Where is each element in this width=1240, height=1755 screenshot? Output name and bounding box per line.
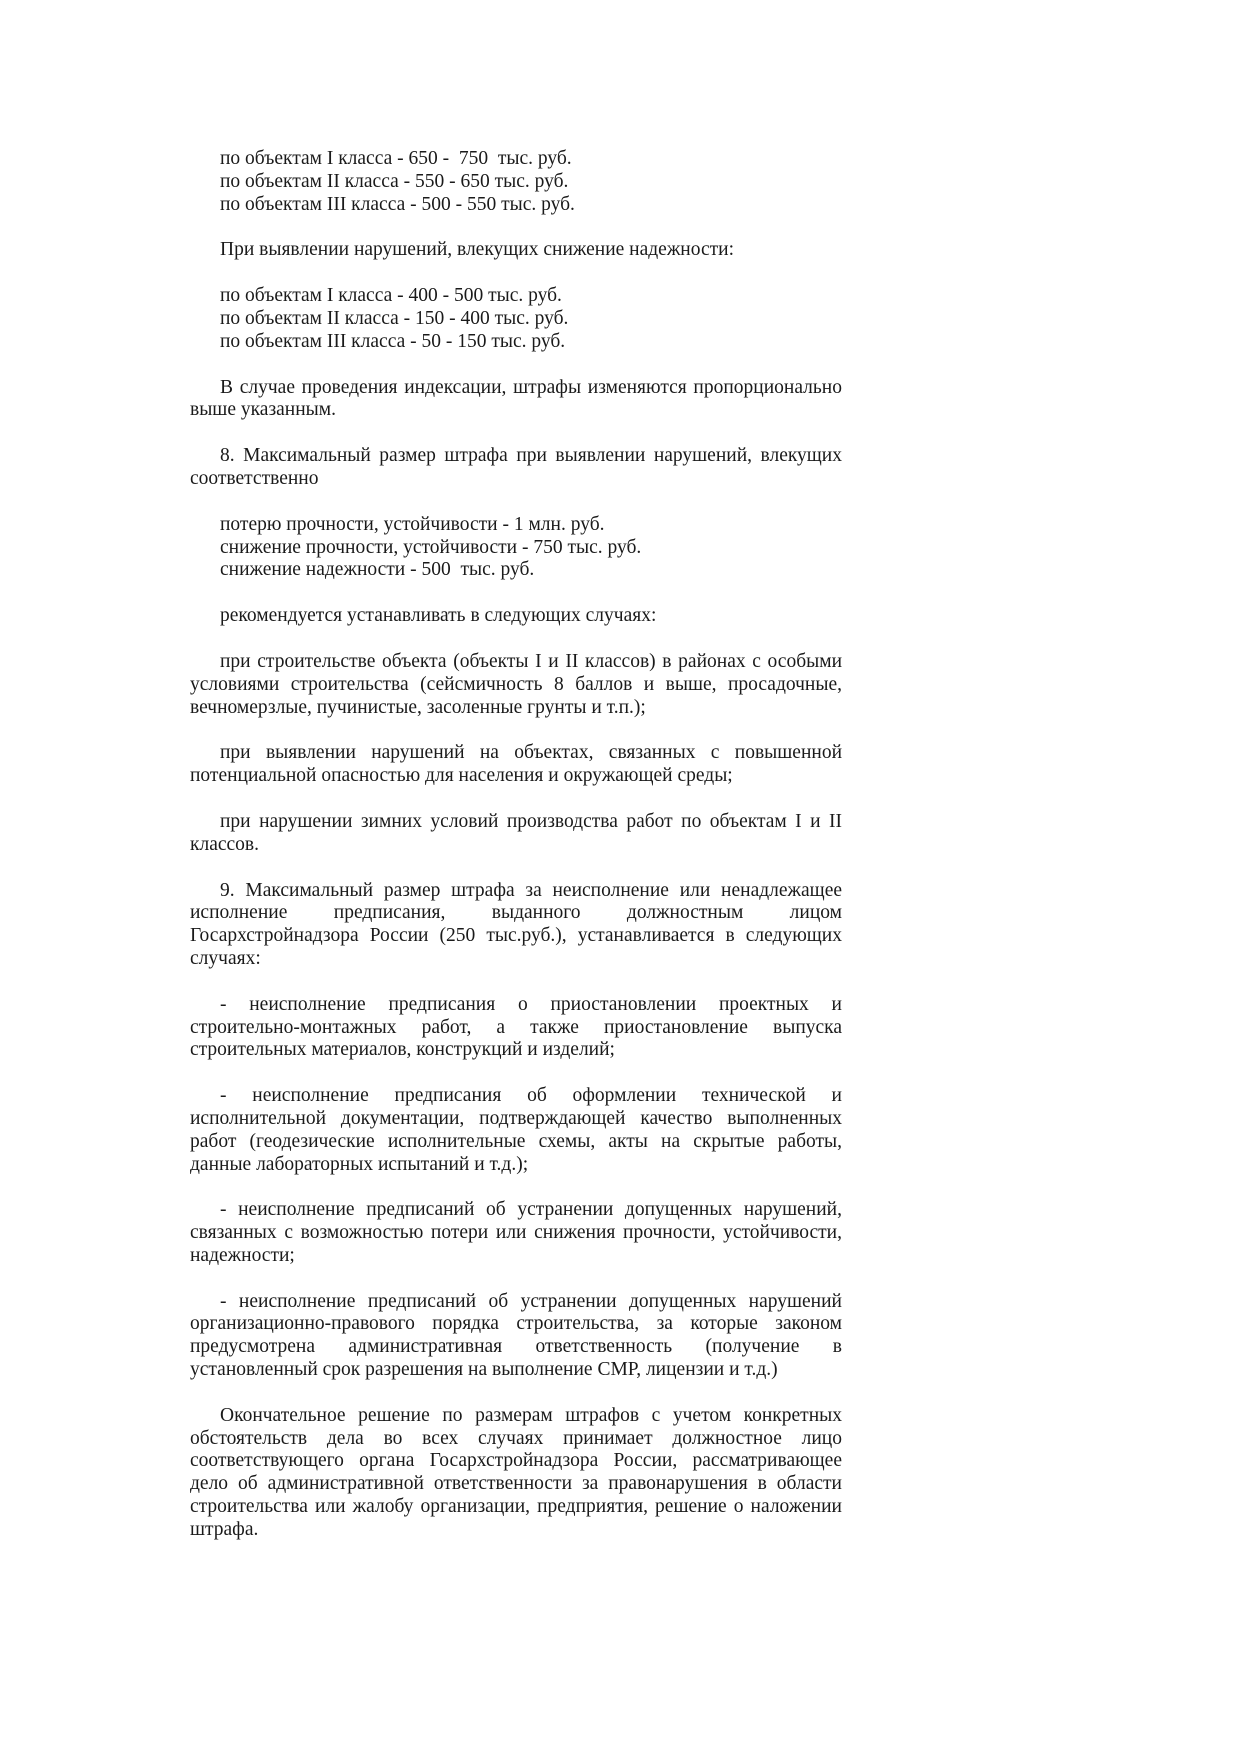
- document-page: [190, 148, 842, 1542]
- case-winter-paragraph: при нарушении зимних условий производства работ по объектам I и II классов.: [190, 810, 842, 855]
- indexation-paragraph: В случае проведения индексации, штрафы изменяются пропорционально выше указанным.: [190, 376, 842, 421]
- dash-suspension-paragraph: - неисполнение предписания о приостановлении проектных и строительно-монтажных работ, а также приостановление выпуска строительных материалов, конструкций и изделий;: [190, 993, 842, 1061]
- recommended-cases-intro: рекомендуется устанавливать в следующих случаях:: [220, 605, 657, 627]
- dash-legal-order-paragraph: - неисполнение предписаний об устранении допущенных нарушений организационно-правового порядка строительства, за которые законом предусмотрена административная ответственность (получение в установленный срок разрешения на выполнение СМР, лицензии и т.д.): [190, 1290, 842, 1381]
- fine-class-1-line: по объектам I класса - 650 - 750 тыс. руб.: [220, 148, 572, 169]
- reliability-class-2-line: по объектам II класса - 150 - 400 тыс. руб.: [220, 307, 569, 329]
- max-fine-strength-decrease-line: снижение прочности, устойчивости - 750 тыс. руб.: [220, 536, 642, 558]
- final-decision-paragraph: Окончательное решение по размерам штрафов с учетом конкретных обстоятельств дела во всех случаях принимает должностное лицо соответствующего органа Госархстройнадзора России, рассматривающее дело об административной ответственности за правонарушения в области строительства или жалобу организации, предприятия, решение о наложении штрафа.: [190, 1404, 842, 1540]
- reliability-intro: При выявлении нарушений, влекущих снижение надежности:: [220, 239, 734, 261]
- max-fine-reliability-line: снижение надежности - 500 тыс. руб.: [220, 559, 535, 581]
- max-fine-strength-loss-line: потерю прочности, устойчивости - 1 млн. руб.: [220, 513, 605, 535]
- item-8-paragraph: 8. Максимальный размер штрафа при выявлении нарушений, влекущих соответственно: [190, 445, 842, 489]
- item-9-paragraph: 9. Максимальный размер штрафа за неисполнение или ненадлежащее исполнение предписания, выданного должностным лицом Госархстройнадзора России (250 тыс.руб.), устанавливается в следующих случаях:: [190, 879, 842, 969]
- case-high-danger-paragraph: при выявлении нарушений на объектах, связанных с повышенной потенциальной опасностью для населения и окружающей среды;: [190, 742, 842, 787]
- dash-violations-paragraph: - неисполнение предписаний об устранении допущенных нарушений, связанных с возможностью потери или снижения прочности, устойчивости, надежности;: [190, 1199, 842, 1266]
- fine-class-3-line: по объектам III класса - 500 - 550 тыс. руб.: [220, 193, 575, 215]
- reliability-class-1-line: по объектам I класса - 400 - 500 тыс. руб.: [220, 285, 562, 307]
- case-special-conditions-paragraph: при строительстве объекта (объекты I и II классов) в районах с особыми условиями строительства (сейсмичность 8 баллов и выше, просадочные, вечномерзлые, пучинистые, засоленные грунты и т.п.);: [190, 650, 842, 718]
- fine-class-2-line: по объектам II класса - 550 - 650 тыс. руб.: [220, 170, 569, 192]
- dash-documentation-paragraph: - неисполнение предписания об оформлении технической и исполнительной документации, подтверждающей качество выполненных работ (геодезические исполнительные схемы, акты на скрытые работы, данные лабораторных испытаний и т.д.);: [190, 1085, 842, 1175]
- reliability-class-3-line: по объектам III класса - 50 - 150 тыс. руб.: [220, 330, 566, 352]
